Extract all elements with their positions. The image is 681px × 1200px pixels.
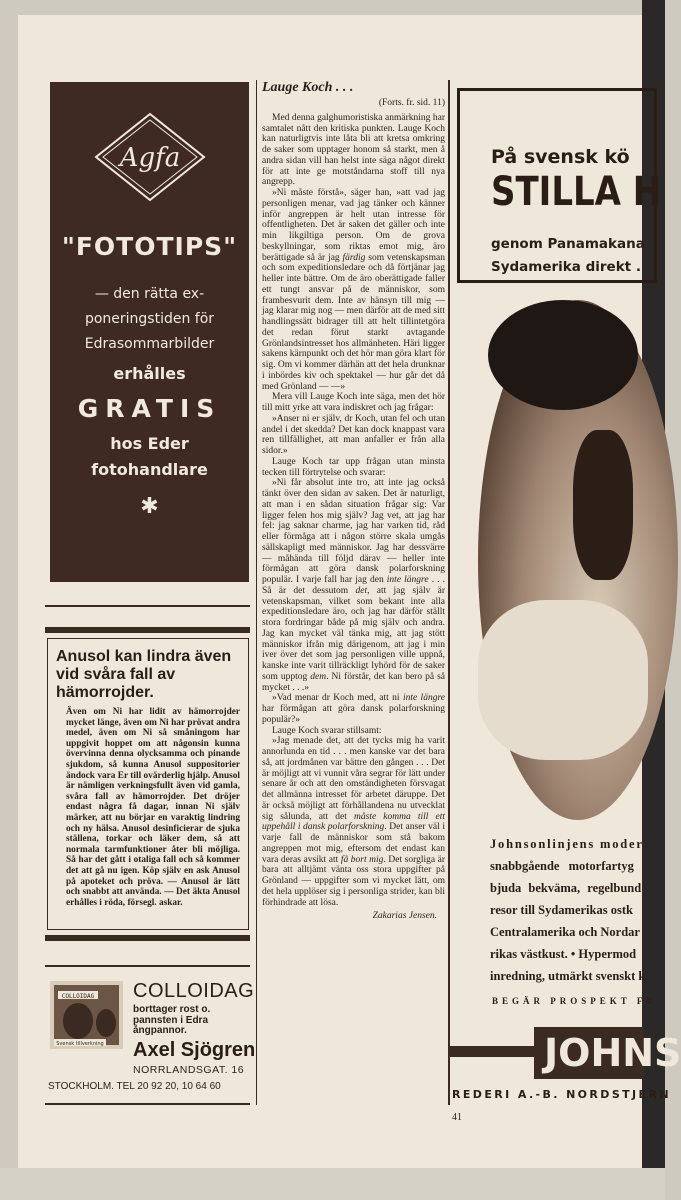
city-telephone: STOCKHOLM. TEL 20 92 20, 10 64 60	[48, 1081, 221, 1092]
ad-line: genom Panamakana	[491, 236, 645, 252]
author-signature: Zakarias Jensen.	[372, 911, 437, 922]
ad-line: Centralamerika och Nordar	[490, 925, 640, 939]
text-run: »Jag menade det, att det tycks mig ha varit annorlunda en tid . . . men kanske var det bara så, att jordmånen var bättre den gången . . . Det är möjligt att vi vunnit våra segrar för lätt under senare år och att den omständigheten försvagat det allmänna intresset för arbetet däruppe. Det är också möjligt att förhållandena nu utvecklat sig sålunda, att det	[262, 736, 445, 822]
continued-note: (Forts. fr. sid. 11)	[378, 98, 445, 108]
anusol-body: Även om Ni har lidit av hämorrojder mycket länge, även om Ni har prövat andra medel, även om Ni så småningom har uppgivit hoppet om att någonsin kunna övervinna denna olycksamma och pinande sjukdom, så kunna Anusol suppositorier ändock vara Er till ovärderlig hjälp. Anusol är nämligen verkningsfullt även vid gamla, svåra fall av hämorrojder. Det dröjer endast några få dagar, innan Ni själv märker, att nu börjar en varaktig lindring och ny hälsa. Anusol desinficierar de sjuka ställena, torkar och läker dem, så att normala tarmfunktioner åter bli möjliga. Så har det gått i otaliga fall och så kommer det att gå nu igen. Köp själv en ask Anusol på apoteket och pröva. — Anusol är lätt och snabbt att använda. — Det äkta Anusol erhålles i röda, försegl. askar.	[66, 707, 240, 908]
figure-shirt	[478, 600, 648, 760]
svg-text:Svensk tillverkning: Svensk tillverkning	[56, 1041, 104, 1047]
text-run: . . . Så är det dessutom	[262, 575, 445, 596]
ad-line: Johnsonlinjens moder	[490, 837, 644, 851]
text-run: som vetenskapsman och som expeditionsledare och då förtjänar jag heller inte bättre. Om de äro oberättigade faller ett tungt ansvar på de människor, som frambesvurit dem. Inte av hänsyn till mig — jag klarar mig nog — men därför att de med sitt handlingssätt bidrager till att helt tillintetgöra det redan förut starkt avtagande Grönlandsintresset hos allmänheten. Häri ligger sakens kärnpunkt och det hör man göra klart för sig. Om vi kommer därhän att det hela drunknar i inbördes kiv och spektakel — hur går det då med Grönland — —»	[262, 252, 445, 392]
article-paragraph	[262, 113, 445, 188]
article-paragraph	[262, 392, 445, 414]
star-icon: ✱	[140, 494, 159, 519]
ad-headline: STILLA H	[491, 169, 662, 215]
svg-text:Agfa: Agfa	[119, 143, 181, 173]
page-number: 41	[452, 1112, 462, 1123]
text-run: . Det anser väl i varje fall de människor som stå bakom angreppen mot mig, eftersom det endast kan vara deras avsikt att	[262, 822, 445, 865]
ad-line: poneringstiden för	[84, 311, 215, 327]
column-rule	[256, 80, 257, 1105]
prospekt-line: BEGÄR PROSPEKT FR	[492, 996, 657, 1006]
italic-phrase: färdig	[342, 252, 366, 263]
logo-bar	[450, 1046, 540, 1057]
divider	[45, 965, 250, 967]
colloidag-desc: borttager rost o. pannsten i Edra ångpannor.	[133, 1004, 211, 1036]
italic-phrase: inte längre	[402, 693, 445, 704]
text-run: Lauge Koch svarar stillsamt:	[272, 725, 382, 736]
svg-text:COLLOIDAG: COLLOIDAG	[61, 993, 95, 1000]
erhalles: erhålles	[113, 364, 186, 383]
article-paragraph	[262, 736, 445, 908]
article-paragraph	[262, 478, 445, 693]
text-run: Mera vill Lauge Koch inte säga, men det hör till mitt yrke att vara indiskret och jag frågar:	[262, 392, 445, 413]
column-rule	[448, 80, 450, 1105]
colloidag-brand: COLLOIDAG	[133, 980, 255, 1002]
divider	[45, 627, 250, 633]
divider	[45, 935, 250, 941]
ad-line: bjuda bekväma, regelbund	[490, 881, 642, 895]
agfa-logo	[94, 112, 206, 202]
ad-photo	[478, 300, 678, 820]
scan-bottom	[0, 1168, 665, 1200]
divider	[45, 1103, 250, 1105]
street-address: NORRLANDSGAT. 16	[133, 1064, 245, 1076]
figure-hair	[573, 430, 633, 580]
boiler-illustration	[50, 981, 123, 1049]
rederi-line: REDERI A.-B. NORDSTJERN	[452, 1088, 671, 1101]
italic-phrase: dem	[310, 671, 327, 682]
ad-topline: På svensk kö	[491, 146, 630, 168]
text-run: »Anser ni er själv, dr Koch, utan fel och utan andel i det skedda? Det kan dock knappast vara ren tillfällighet, att man anfaller er från alla sidor.»	[262, 413, 445, 456]
ad-line: resor till Sydamerikas ostk	[490, 903, 633, 917]
ad-line: rikas västkust. • Hypermod	[490, 947, 637, 961]
text-run: »Vad menar dr Koch med, att ni	[272, 693, 403, 704]
article-title: Lauge Koch . . .	[262, 80, 354, 95]
johnson-ad-box	[457, 88, 662, 283]
anusol-ad	[47, 638, 249, 930]
colloidag-ad	[45, 975, 255, 1100]
article-paragraph	[262, 414, 445, 457]
italic-phrase: det	[355, 585, 368, 596]
text-run: »Ni får absolut inte tro, att inte jag också tänkt över den sidan av saken. Det är naturligt, att man i en sådan situation frågar sig: Var ligger felen hos mig själv? Jag vet, att jag har fel: jag saknar charme, jag har varken tid, råd eller förmåga att i någon större skala umgås sällskapligt med människor. Jag har dessvärre — måhända till följd därav — heller inte förmågan att göra dansk polarforskning populär. I varje fall har jag den	[262, 478, 445, 585]
hos-eder: hos Eder	[110, 434, 189, 453]
johnson-ad-text	[490, 833, 645, 987]
article-body	[262, 113, 445, 909]
ad-line: snabbgående motorfartyg	[490, 859, 634, 873]
text-run: . Det sorgliga är bara att alltjämt vänta oss stora uppgifter på Grönland — uppgifter som vi mycket lätt, om det hela upplöser sig i personliga strider, kan bli förhindrade att lösa.	[262, 854, 446, 908]
article-paragraph	[262, 188, 445, 392]
article	[262, 80, 445, 922]
globe-shape	[488, 300, 638, 410]
text-run: har förmågan att göra dansk polarforskning populär?»	[262, 704, 445, 725]
anusol-headline: Anusol kan lindra även vid svåra fall av hämorrojder.	[56, 648, 232, 701]
text-run: Med denna galghumoristiska anmärkning har samtalet nått den kritiska punkten. Lauge Koch kan naturligtvis inte låta bli att kretsa omkring de saker som upptager honom så starkt, men å andra sidan vill han helst inte säga något direkt för att inte ge motståndarna stoff till nya angrepp.	[262, 112, 445, 188]
agfa-ad	[50, 82, 249, 582]
company-name: Axel Sjögren	[133, 1039, 256, 1061]
ad-line: Sydamerika direkt .	[491, 259, 641, 275]
text-run: . Ni förstår, det kan bero på så mycket . . .»	[262, 671, 446, 693]
ad-line: Edrasommarbilder	[84, 336, 215, 352]
text-run: »Ni måste förstå», säger han, »att vad jag personligen menar, vad jag tänker och känner inför angreppen är helt utan intresse för offentligheten. Det är saken det gäller och inte min likgiltiga person. Om de grova beskyllningar, som riktas emot mig, äro berättigade så är jag	[262, 188, 445, 263]
fototips-headline: "FOTOTIPS"	[61, 232, 238, 261]
italic-phrase: få bort mig	[340, 854, 384, 865]
article-paragraph	[262, 693, 445, 725]
article-paragraph	[262, 457, 445, 479]
text-run: , att jag själv är vetenskapsman, vilket som bekant inte alla expeditionsledare äro, och jag har därför ställt stora fordringar både på mig själv och andra. Jag kan mycket väl tänka mig, att jag stött människor ifrån mig därigenom, att jag i min iver över det som jag personligen ville uppnå, kanske inte varit tillräckligt lyhörd för de saker som upptog	[262, 585, 445, 682]
gratis: GRATIS	[77, 394, 222, 423]
italic-phrase: inte längre	[386, 575, 429, 585]
article-paragraph	[262, 726, 445, 737]
ad-line: — den rätta ex-	[94, 286, 205, 302]
divider	[45, 605, 250, 607]
italic-phrase: måste komma till ett uppehåll i dansk polarforskning	[262, 811, 445, 833]
text-run: Lauge Koch tar upp frågan utan minsta tecken till förtrytelse och svarar:	[262, 456, 445, 478]
ad-line: inredning, utmärkt svenskt k	[490, 969, 646, 983]
johnson-logo: JOHNS	[534, 1027, 644, 1079]
fotohandlare: fotohandlare	[91, 460, 208, 479]
